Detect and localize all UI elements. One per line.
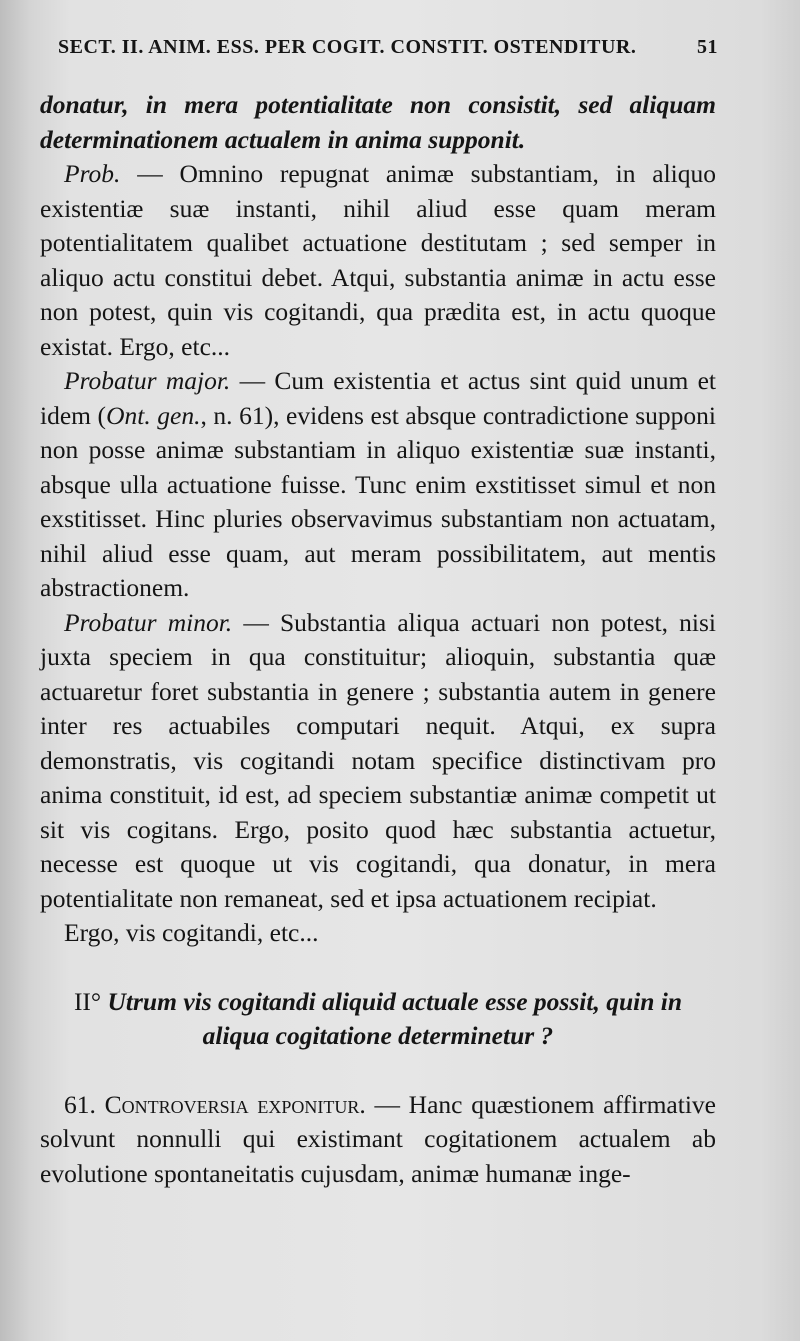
paragraph-conclusion: Ergo, vis cogitandi, etc... xyxy=(64,918,319,947)
minor-label: Probatur minor. xyxy=(64,607,233,637)
paragraph-proof xyxy=(40,157,716,364)
major-reference: Ont. gen. xyxy=(106,400,201,430)
major-label: Probatur major. xyxy=(64,366,231,395)
page-number: 51 xyxy=(697,36,718,58)
question-number: II° xyxy=(73,986,102,1016)
running-title: SECT. II. ANIM. ESS. PER COGIT. CONSTIT. OSTENDITUR. xyxy=(58,36,637,58)
paragraph-major xyxy=(40,364,716,606)
article-number: 61. xyxy=(64,1089,96,1119)
question-heading xyxy=(40,985,716,1054)
article-paragraph xyxy=(40,1088,716,1192)
major-text-a: — Cum existentia et actus sint quid unum et idem ( xyxy=(40,366,716,430)
question-text: Utrum vis cogitandi aliquid actuale esse possit, quin in aliqua cogitatione determinetur ? xyxy=(101,986,683,1050)
paragraph-minor xyxy=(40,606,716,917)
running-header xyxy=(58,36,718,59)
major-text-b: , n. 61), evidens est absque contradictione supponi non posse animæ substantiam in aliquo existentiæ suæ instanti, absque ulla actuatione fuisse. Tunc enim exstitisset simul et non exstitisset. Hinc pluries observavimus substantiam non actuatam, nihil aliud esse quam, aut meram possibilitatem, aut mentis abstractionem. xyxy=(40,400,717,602)
paragraph-continuation: donatur, in mera potentialitate non consistit, sed aliquam determinationem actualem in anima supponit. xyxy=(40,90,716,154)
article-text: — Hanc quæstionem affirmative solvunt nonnulli qui existimant cogitationem actualem ab evolutione spontaneitatis cujusdam, animæ humanæ inge- xyxy=(40,1089,716,1188)
page-body xyxy=(40,88,716,1191)
minor-text: — Substantia aliqua actuari non potest, nisi juxta speciem in qua constituitur; alioquin, substantia quæ actuaretur foret substantia in genere ; substantia autem in genere inter res actuabiles computari nequit. Atqui, ex supra demonstratis, vis cogitandi notam specifice distinctivam pro anima constituit, id est, ad speciem substantiæ animæ competit ut sit vis cogitans. Ergo, posito quod hæc substantia actuetur, necesse est quoque ut vis cogitandi, qua donatur, in mera potentialitate non remaneat, sed et ipsa actuationem recipiat. xyxy=(40,607,716,913)
proof-label: Prob. xyxy=(64,159,121,188)
proof-text: — Omnino repugnat animæ substantiam, in aliquo existentiæ suæ instanti, nihil aliud esse quam meram potentialitatem qualibet actuatione destitutam ; sed semper in aliquo actu constitui debet. Atqui, substantia animæ in actu esse non potest, quin vis cogitandi, qua prædita est, in actu quoque existat. Ergo, etc... xyxy=(40,159,716,361)
article-title: Controversia exponitur. xyxy=(104,1089,366,1119)
